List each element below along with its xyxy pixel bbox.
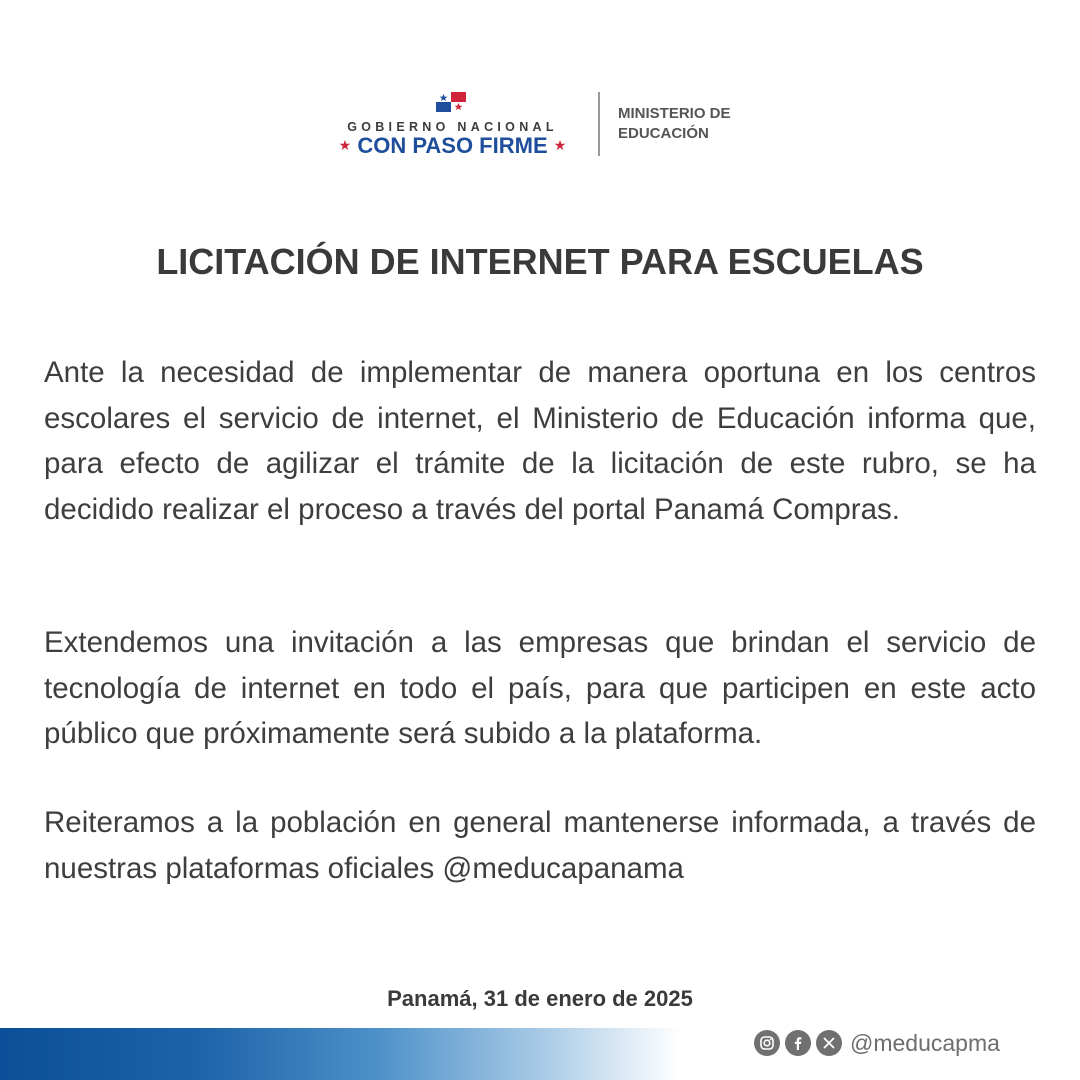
social-handle[interactable]: @meducapma (850, 1029, 1000, 1056)
instagram-icon[interactable] (754, 1030, 780, 1056)
ministerio-line1: MINISTERIO DE (618, 105, 731, 122)
con-paso-firme-text (320, 133, 585, 159)
paragraph-2: Extendemos una invitación a las empresas que brindan el servicio de tecnología de internet en todo el país, para que participen en este acto público que próximamente será subido a la plataforma. (44, 626, 1036, 750)
paragraph-1: Ante la necesidad de implementar de manera oportuna en los centros escolares el servicio de internet, el Ministerio de Educación informa que, para efecto de agilizar el trámite de la licitación de este rubro, se ha decidido realizar el proceso a través del portal Panamá Compras. (44, 356, 1036, 526)
con-paso-firme-label: CON PASO FIRME (357, 133, 548, 158)
star-icon: ★ (338, 137, 352, 153)
footer-gradient-bar (0, 1028, 680, 1080)
header (0, 88, 1080, 160)
ministerio-logo (618, 104, 731, 144)
gobierno-logo (320, 88, 585, 160)
header-divider (598, 92, 600, 156)
gobierno-nacional-text: GOBIERNO NACIONAL (347, 120, 558, 134)
date-line: Panamá, 31 de enero de 2025 (387, 986, 693, 1011)
page-title: LICITACIÓN DE INTERNET PARA ESCUELAS (156, 241, 924, 282)
ministerio-line2: EDUCACIÓN (618, 125, 709, 142)
facebook-icon[interactable] (785, 1030, 811, 1056)
x-icon[interactable] (816, 1030, 842, 1056)
paragraph-3: Reiteramos a la población en general mantenerse informada, a través de nuestras plataformas oficiales @meducapanama (44, 806, 1036, 885)
star-icon: ★ (553, 137, 567, 153)
social-links (754, 1029, 1000, 1057)
panama-flag-icon (436, 92, 466, 112)
